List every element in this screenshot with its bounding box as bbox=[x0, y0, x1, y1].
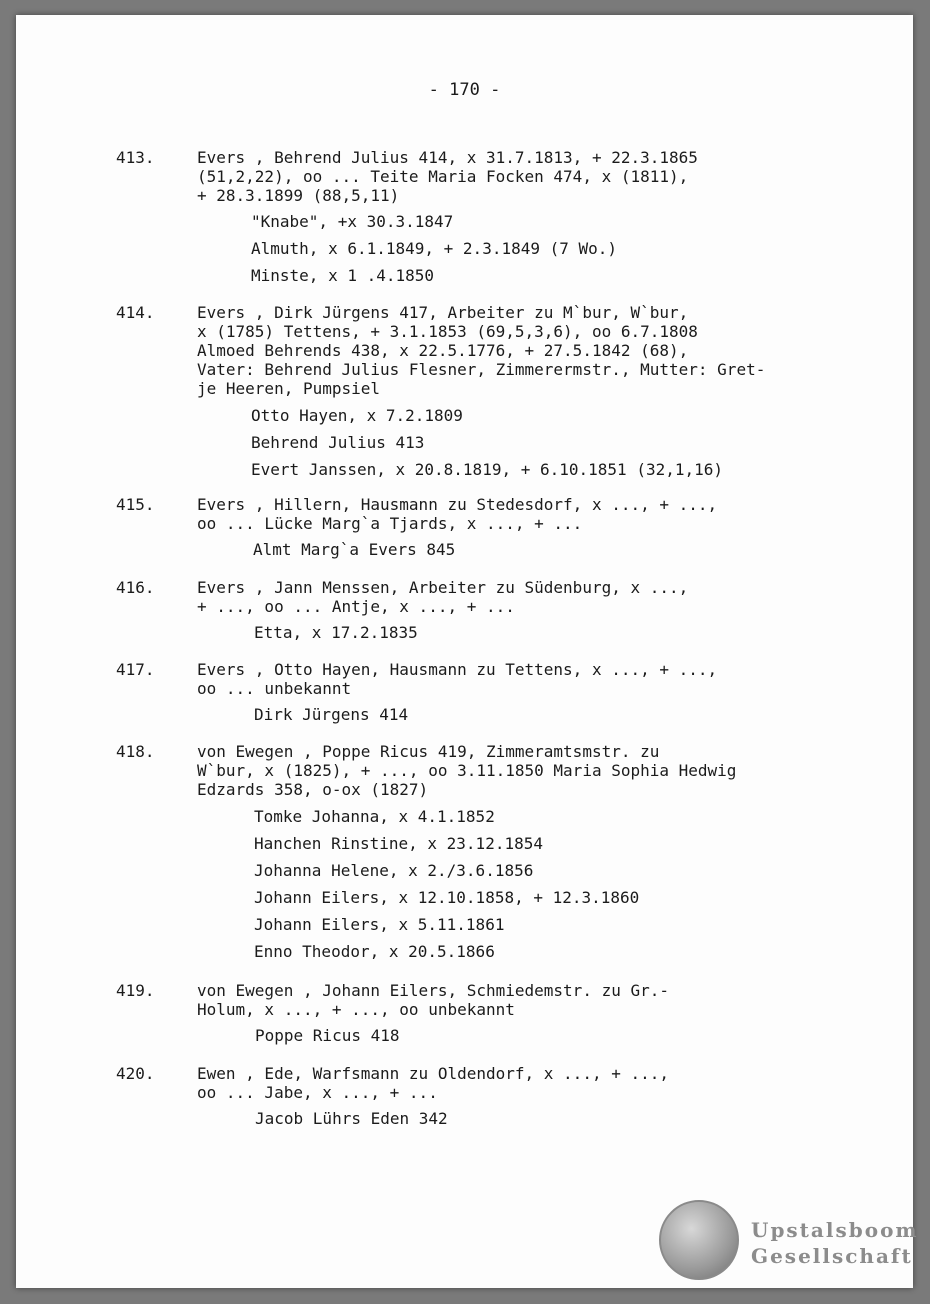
entry-line: von Ewegen , Johann Eilers, Schmiedemstr. zu Gr.- bbox=[197, 981, 670, 1000]
entry-number: 414. bbox=[116, 303, 155, 322]
entry-line: Evers , Otto Hayen, Hausmann zu Tettens, x ..., + ..., bbox=[197, 660, 718, 679]
entry-line: Holum, x ..., + ..., oo unbekannt bbox=[197, 1000, 515, 1019]
entry-line: Evers , Hillern, Hausmann zu Stedesdorf, x ..., + ..., bbox=[197, 495, 718, 514]
page-number: - 170 - bbox=[428, 80, 501, 100]
entry-line: (51,2,22), oo ... Teite Maria Focken 474, x (1811), bbox=[197, 167, 689, 186]
entry-line: oo ... unbekannt bbox=[197, 679, 352, 698]
child-entry: Poppe Ricus 418 bbox=[255, 1026, 400, 1045]
entry-line: oo ... Lücke Marg`a Tjards, x ..., + ... bbox=[197, 514, 583, 533]
child-entry: Almuth, x 6.1.1849, + 2.3.1849 (7 Wo.) bbox=[251, 239, 618, 258]
child-entry: Hanchen Rinstine, x 23.12.1854 bbox=[254, 834, 543, 853]
child-entry: Tomke Johanna, x 4.1.1852 bbox=[254, 807, 495, 826]
child-entry: Johann Eilers, x 5.11.1861 bbox=[254, 915, 505, 934]
entry-line: x (1785) Tettens, + 3.1.1853 (69,5,3,6), oo 6.7.1808 bbox=[197, 322, 698, 341]
entry-number: 420. bbox=[116, 1064, 155, 1083]
entry-number: 417. bbox=[116, 660, 155, 679]
child-entry: Jacob Lührs Eden 342 bbox=[255, 1109, 448, 1128]
child-entry: "Knabe", +x 30.3.1847 bbox=[251, 212, 454, 231]
entry-line: Vater: Behrend Julius Flesner, Zimmerermstr., Mutter: Gret- bbox=[197, 360, 766, 379]
entry-line: oo ... Jabe, x ..., + ... bbox=[197, 1083, 438, 1102]
entry-line: + 28.3.1899 (88,5,11) bbox=[197, 186, 400, 205]
entry-line: Almoed Behrends 438, x 22.5.1776, + 27.5.1842 (68), bbox=[197, 341, 689, 360]
child-entry: Dirk Jürgens 414 bbox=[254, 705, 409, 724]
child-entry: Johanna Helene, x 2./3.6.1856 bbox=[254, 861, 534, 880]
seal-logo-icon bbox=[659, 1200, 739, 1280]
entry-line: Edzards 358, o-ox (1827) bbox=[197, 780, 429, 799]
entry-number: 418. bbox=[116, 742, 155, 761]
entry-number: 419. bbox=[116, 981, 155, 1000]
entry-line: + ..., oo ... Antje, x ..., + ... bbox=[197, 597, 515, 616]
child-entry: Enno Theodor, x 20.5.1866 bbox=[254, 942, 495, 961]
child-entry: Johann Eilers, x 12.10.1858, + 12.3.1860 bbox=[254, 888, 640, 907]
logo-line-2: Gesellschaft bbox=[751, 1244, 913, 1268]
child-entry: Otto Hayen, x 7.2.1809 bbox=[251, 406, 463, 425]
child-entry: Almt Marg`a Evers 845 bbox=[253, 540, 456, 559]
child-entry: Behrend Julius 413 bbox=[251, 433, 425, 452]
entry-line: Evers , Jann Menssen, Arbeiter zu Südenburg, x ..., bbox=[197, 578, 689, 597]
entry-number: 413. bbox=[116, 148, 155, 167]
entry-line: Evers , Behrend Julius 414, x 31.7.1813, + 22.3.1865 bbox=[197, 148, 698, 167]
child-entry: Etta, x 17.2.1835 bbox=[254, 623, 418, 642]
child-entry: Minste, x 1 .4.1850 bbox=[251, 266, 435, 285]
logo-line-1: Upstalsboom bbox=[751, 1218, 919, 1242]
entry-number: 416. bbox=[116, 578, 155, 597]
entry-number: 415. bbox=[116, 495, 155, 514]
document-page bbox=[16, 15, 919, 1288]
entry-line: Ewen , Ede, Warfsmann zu Oldendorf, x ..., + ..., bbox=[197, 1064, 670, 1083]
entry-line: W`bur, x (1825), + ..., oo 3.11.1850 Maria Sophia Hedwig bbox=[197, 761, 737, 780]
child-entry: Evert Janssen, x 20.8.1819, + 6.10.1851 (32,1,16) bbox=[251, 460, 724, 479]
entry-line: Evers , Dirk Jürgens 417, Arbeiter zu M`bur, W`bur, bbox=[197, 303, 689, 322]
entry-line: von Ewegen , Poppe Ricus 419, Zimmeramtsmstr. zu bbox=[197, 742, 660, 761]
entry-line: je Heeren, Pumpsiel bbox=[197, 379, 381, 398]
